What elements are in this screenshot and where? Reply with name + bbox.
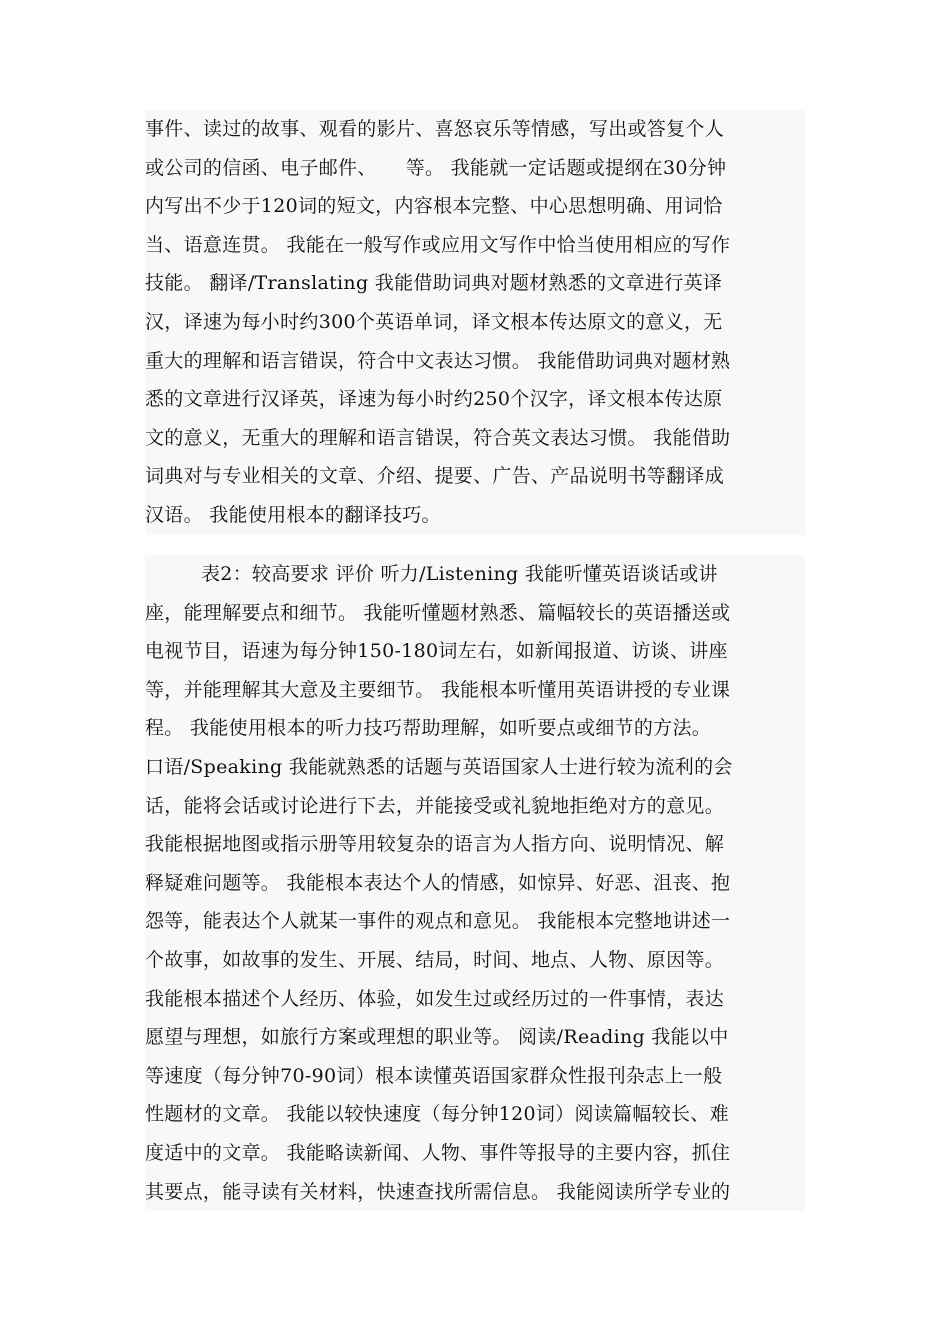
text-line: 怨等，能表达个人就某一事件的观点和意见。 我能根本完整地讲述一 <box>145 910 731 933</box>
text-line: 等速度（每分钟70-90词）根本读懂英语国家群众性报刊杂志上一般 <box>145 1064 723 1087</box>
text-line: 口语/Speaking 我能就熟悉的话题与英语国家人士进行较为流利的会 <box>145 755 733 778</box>
text-line: 我能根据地图或指示册等用较复杂的语言为人指方向、说明情况、解 <box>145 833 725 856</box>
text-line: 个故事，如故事的发生、开展、结局，时间、地点、人物、原因等。 <box>145 948 725 971</box>
text-line: 等，并能理解其大意及主要细节。 我能根本听懂用英语讲授的专业课 <box>145 678 731 701</box>
text-line: 悉的文章进行汉译英，译速为每小时约250个汉字，译文根本传达原 <box>145 388 723 411</box>
text-line: 其要点，能寻读有关材料，快速查找所需信息。 我能阅读所学专业的 <box>145 1180 731 1203</box>
text-line: 汉，译速为每小时约300个英语单词，译文根本传达原文的意义，无 <box>145 310 723 333</box>
text-line: 度适中的文章。 我能略读新闻、人物、事件等报导的主要内容，抓住 <box>145 1141 731 1164</box>
text-line: 电视节目，语速为每分钟150-180词左右，如新闻报道、访谈、讲座 <box>145 640 728 663</box>
text-line: 文的意义，无重大的理解和语言错误，符合英文表达习惯。 我能借助 <box>145 426 731 449</box>
text-line: 当、语意连贯。 我能在一般写作或应用文写作中恰当使用相应的写作 <box>145 233 731 256</box>
text-line: 程。 我能使用根本的听力技巧帮助理解，如听要点或细节的方法。 <box>145 717 712 740</box>
text-line: 性题材的文章。 我能以较快速度（每分钟120词）阅读篇幅较长、难 <box>145 1103 729 1126</box>
text-line: 表2：较高要求 评价 听力/Listening 我能听懂英语谈话或讲 <box>201 563 718 585</box>
text-line: 话，能将会话或讨论进行下去，并能接受或礼貌地拒绝对方的意见。 <box>145 794 725 817</box>
text-line: 事件、读过的故事、观看的影片、喜怒哀乐等情感，写出或答复个人 <box>145 118 725 140</box>
paragraph-writing-translating <box>145 110 805 535</box>
paragraph-table2-higher-requirements <box>145 555 805 1211</box>
text-line: 词典对与专业相关的文章、介绍、提要、广告、产品说明书等翻译成 <box>145 465 725 488</box>
text-line: 技能。 翻译/Translating 我能借助词典对题材熟悉的文章进行英译 <box>145 272 723 295</box>
text-line: 汉语。 我能使用根本的翻译技巧。 <box>145 503 441 526</box>
text-line: 或公司的信函、电子邮件、 等。 我能就一定话题或提纲在30分钟 <box>145 156 727 179</box>
text-line: 内写出不少于120词的短文，内容根本完整、中心思想明确、用词恰 <box>145 195 723 218</box>
text-line: 重大的理解和语言错误，符合中文表达习惯。 我能借助词典对题材熟 <box>145 349 731 372</box>
text-line: 座，能理解要点和细节。 我能听懂题材熟悉、篇幅较长的英语播送或 <box>145 601 731 624</box>
text-line: 愿望与理想，如旅行方案或理想的职业等。 阅读/Reading 我能以中 <box>145 1026 729 1049</box>
text-line: 我能根本描述个人经历、体验，如发生过或经历过的一件事情，表达 <box>145 987 725 1010</box>
text-line: 释疑难问题等。 我能根本表达个人的情感，如惊异、好恶、沮丧、抱 <box>145 871 731 894</box>
